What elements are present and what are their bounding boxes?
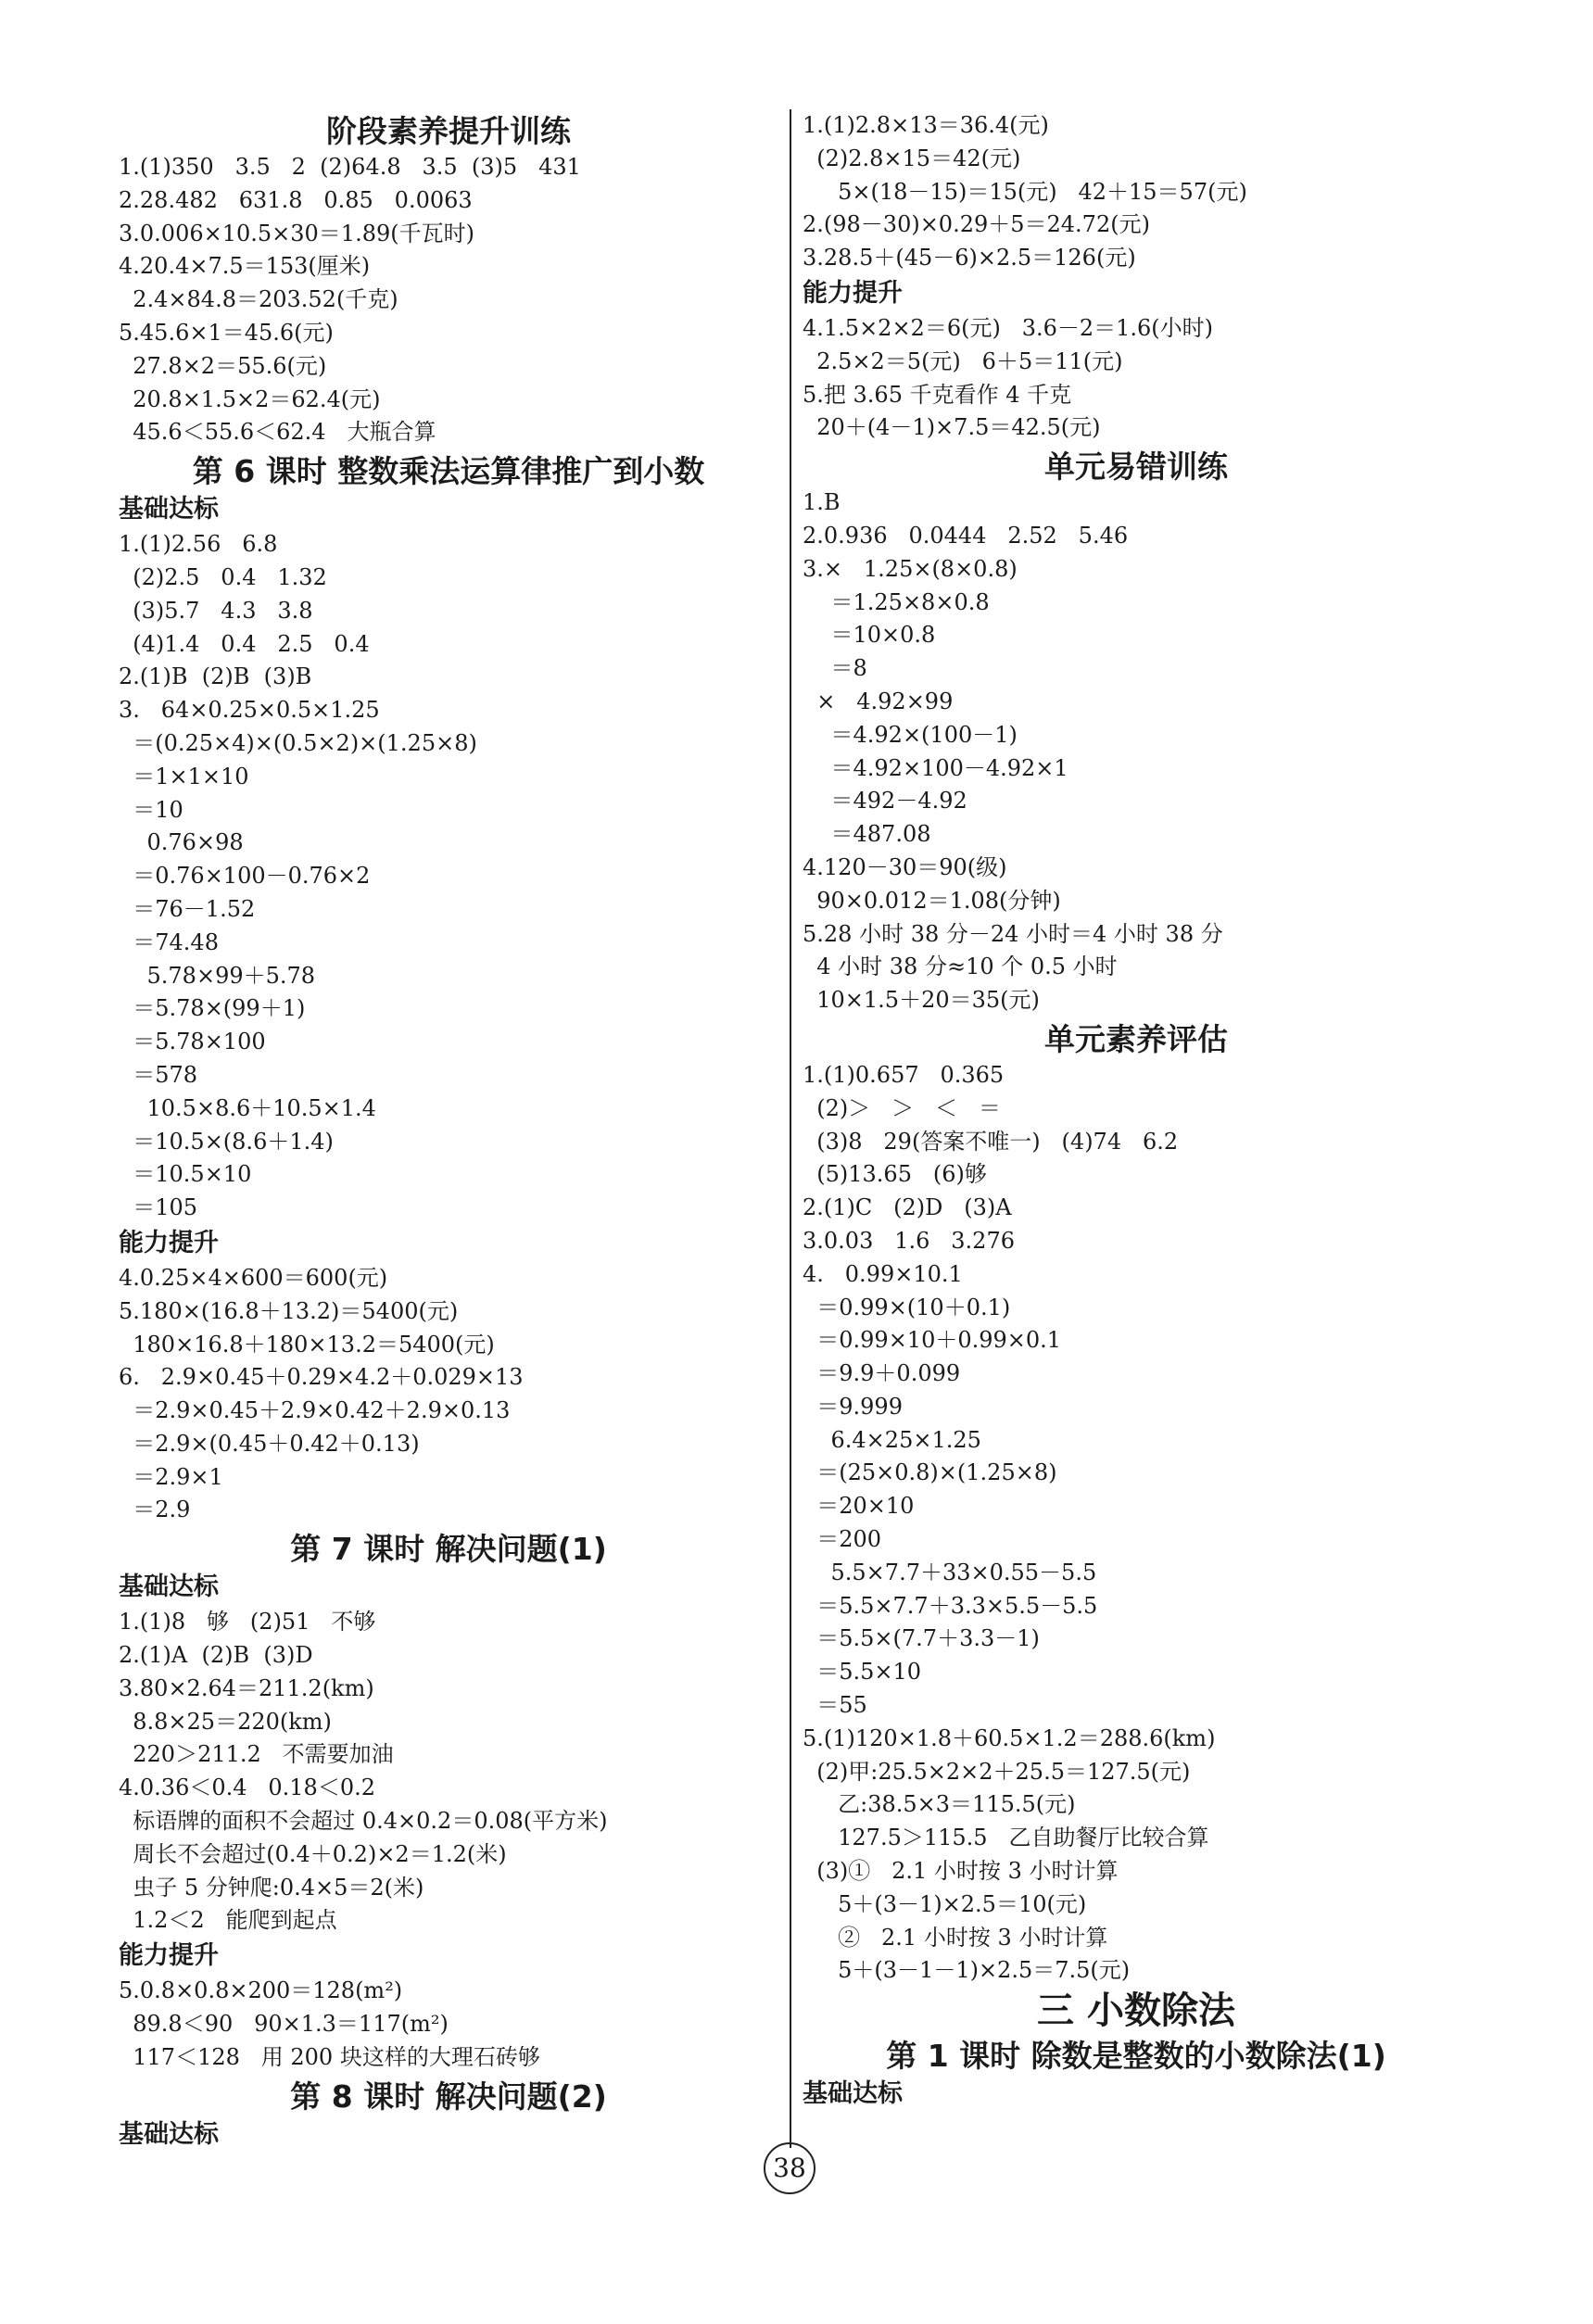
answer-line: ＝0.76×100－0.76×2 <box>119 863 371 890</box>
answer-line: ＝76－1.52 <box>119 895 256 922</box>
answer-line: ＝5.78×100 <box>119 1029 266 1055</box>
answer-line: ＝2.9 <box>119 1497 191 1523</box>
answer-line: 3.0.03 1.6 3.276 <box>803 1227 1015 1254</box>
left-column <box>119 109 778 2153</box>
answer-line: 127.5＞115.5 乙自助餐厅比较合算 <box>803 1825 1209 1851</box>
answer-line: ＝4.92×(100－1) <box>803 721 1018 748</box>
answer-line: 3. 64×0.25×0.5×1.25 <box>119 697 380 724</box>
answer-line: 10×1.5＋20＝35(元) <box>803 987 1040 1014</box>
chapter-heading: 三 小数除法 <box>1037 1989 1235 2033</box>
answer-line: 1.(1)2.8×13＝36.4(元) <box>803 112 1049 138</box>
section-heading: 第 6 课时 整数乘法运算律推广到小数 <box>192 453 705 490</box>
section-heading: 单元素养评估 <box>1044 1020 1228 1057</box>
answer-line: 5.180×(16.8＋13.2)＝5400(元) <box>119 1297 459 1324</box>
answer-line: 45.6＜55.6＜62.4 大瓶合算 <box>119 419 436 446</box>
answer-line: ② 2.1 小时按 3 小时计算 <box>803 1924 1108 1951</box>
answer-line: 2.(1)A (2)B (3)D <box>119 1642 313 1669</box>
section-heading: 单元易错训练 <box>1044 448 1228 486</box>
answer-line: × 4.92×99 <box>803 688 954 714</box>
answer-line: 2.(98－30)×0.29＋5＝24.72(元) <box>803 211 1150 238</box>
answer-line: 5.45.6×1＝45.6(元) <box>119 319 334 346</box>
answer-line: 220＞211.2 不需要加油 <box>119 1741 394 1768</box>
section-heading: 第 8 课时 解决问题(2) <box>290 2078 607 2115</box>
right-column <box>803 109 1470 2113</box>
answer-line: (4)1.4 0.4 2.5 0.4 <box>119 630 370 657</box>
page-number: 38 <box>764 2142 815 2194</box>
answer-line: 5＋(3－1)×2.5＝10(元) <box>803 1890 1087 1917</box>
answer-line: 5.把 3.65 千克看作 4 千克 <box>803 381 1072 408</box>
answer-line: 1.(1)2.56 6.8 <box>119 531 278 558</box>
answer-line: ＝1×1×10 <box>119 763 249 789</box>
answer-line: ＝487.08 <box>803 821 931 848</box>
answer-line: 标语牌的面积不会超过 0.4×0.2＝0.08(平方米) <box>119 1808 608 1835</box>
section-heading: 第 7 课时 解决问题(1) <box>290 1531 607 1568</box>
answer-line: (2)2.8×15＝42(元) <box>803 145 1021 171</box>
answer-line: ＝0.99×(10＋0.1) <box>803 1294 1011 1320</box>
answer-line: ＝5.78×(99＋1) <box>119 995 306 1022</box>
answer-line: 虫子 5 分钟爬:0.4×5＝2(米) <box>119 1874 424 1901</box>
answer-line: 3.× 1.25×(8×0.8) <box>803 555 1018 582</box>
answer-line: 5.0.8×0.8×200＝128(m²) <box>119 1977 403 2004</box>
answer-line: 180×16.8＋180×13.2＝5400(元) <box>119 1331 495 1358</box>
section-heading: 第 1 课时 除数是整数的小数除法(1) <box>886 2038 1386 2075</box>
subsection-label: 能力提升 <box>803 278 903 308</box>
answer-line: ＝10 <box>119 796 183 823</box>
answer-line: ＝5.5×(7.7＋3.3－1) <box>803 1625 1040 1652</box>
answer-line: 6. 2.9×0.45＋0.29×4.2＋0.029×13 <box>119 1364 524 1391</box>
answer-line: (5)13.65 (6)够 <box>803 1161 987 1188</box>
answer-line: 3.80×2.64＝211.2(km) <box>119 1674 374 1701</box>
answer-line: 2.4×84.8＝203.52(千克) <box>119 286 398 313</box>
answer-line: 117＜128 用 200 块这样的大理石砖够 <box>119 2043 540 2070</box>
answer-line: 3.0.006×10.5×30＝1.89(千瓦时) <box>119 220 474 246</box>
answer-line: 周长不会超过(0.4＋0.2)×2＝1.2(米) <box>119 1840 507 1867</box>
answer-line: 1.(1)0.657 0.365 <box>803 1061 1005 1088</box>
answer-line: ＝2.9×1 <box>119 1463 223 1490</box>
answer-line: 4.120－30＝90(级) <box>803 853 1007 880</box>
answer-line: (2)2.5 0.4 1.32 <box>119 563 327 590</box>
answer-line: 90×0.012＝1.08(分钟) <box>803 887 1061 914</box>
answer-line: ＝10.5×(8.6＋1.4) <box>119 1128 334 1155</box>
answer-line: 乙:38.5×3＝115.5(元) <box>803 1791 1076 1818</box>
answer-line: ＝4.92×100－4.92×1 <box>803 754 1068 781</box>
answer-line: ＝0.99×10＋0.99×0.1 <box>803 1327 1062 1354</box>
section-heading: 阶段素养提升训练 <box>326 113 571 149</box>
answer-line: ＝105 <box>119 1194 198 1221</box>
answer-line: (3)5.7 4.3 3.8 <box>119 597 313 624</box>
answer-line: 4.0.36＜0.4 0.18＜0.2 <box>119 1775 375 1801</box>
answer-line: ＝200 <box>803 1526 882 1553</box>
answer-line: 20.8×1.5×2＝62.4(元) <box>119 385 381 412</box>
answer-line: ＝9.999 <box>803 1393 903 1420</box>
answer-line: ＝(0.25×4)×(0.5×2)×(1.25×8) <box>119 729 477 756</box>
answer-line: 4 小时 38 分≈10 个 0.5 小时 <box>803 954 1118 980</box>
answer-line: 5×(18－15)＝15(元) 42＋15＝57(元) <box>803 178 1247 205</box>
subsection-label: 基础达标 <box>119 2119 219 2149</box>
answer-line: 0.76×98 <box>119 829 244 856</box>
answer-line: 1.(1)8 够 (2)51 不够 <box>119 1609 376 1636</box>
answer-line: ＝55 <box>803 1692 867 1719</box>
answer-line: (2)甲:25.5×2×2＋25.5＝127.5(元) <box>803 1758 1191 1785</box>
answer-line: ＝1.25×8×0.8 <box>803 588 990 615</box>
subsection-label: 基础达标 <box>119 495 219 524</box>
answer-line: 5.28 小时 38 分－24 小时＝4 小时 38 分 <box>803 920 1223 947</box>
answer-line: (2)＞ ＞ ＜ ＝ <box>803 1094 1001 1121</box>
answer-line: 4.0.25×4×600＝600(元) <box>119 1264 388 1291</box>
answer-line: 6.4×25×1.25 <box>803 1426 981 1453</box>
subsection-label: 基础达标 <box>803 2079 903 2109</box>
answer-line: ＝9.9＋0.099 <box>803 1360 961 1387</box>
subsection-label: 能力提升 <box>119 1941 219 1971</box>
answer-line: 4.20.4×7.5＝153(厘米) <box>119 253 371 280</box>
subsection-label: 基础达标 <box>119 1572 219 1602</box>
answer-line: 2.5×2＝5(元) 6＋5＝11(元) <box>803 347 1123 374</box>
answer-line: 1.B <box>803 489 841 516</box>
answer-line: ＝5.5×7.7＋3.3×5.5－5.5 <box>803 1592 1098 1619</box>
answer-line: ＝578 <box>119 1061 198 1088</box>
answer-line: 3.28.5＋(45－6)×2.5＝126(元) <box>803 245 1136 272</box>
answer-line: 10.5×8.6＋10.5×1.4 <box>119 1094 376 1121</box>
answer-line: 27.8×2＝55.6(元) <box>119 352 327 379</box>
answer-line: ＝10×0.8 <box>803 622 936 649</box>
answer-line: 8.8×25＝220(km) <box>119 1708 332 1735</box>
answer-line: ＝8 <box>803 655 867 682</box>
answer-line: 4. 0.99×10.1 <box>803 1260 963 1287</box>
answer-line: (3)① 2.1 小时按 3 小时计算 <box>803 1858 1119 1885</box>
answer-line: 5.78×99＋5.78 <box>119 962 316 989</box>
answer-line: 5.5×7.7＋33×0.55－5.5 <box>803 1559 1097 1585</box>
answer-line: 89.8＜90 90×1.3＝117(m²) <box>119 2011 449 2038</box>
answer-line: ＝10.5×10 <box>119 1161 252 1188</box>
answer-line: 5＋(3－1－1)×2.5＝7.5(元) <box>803 1957 1131 1984</box>
column-divider <box>790 109 791 2148</box>
answer-line: ＝492－4.92 <box>803 788 967 815</box>
answer-line: 2.(1)C (2)D (3)A <box>803 1194 1012 1221</box>
answer-line: ＝(25×0.8)×(1.25×8) <box>803 1459 1057 1486</box>
answer-line: 2.(1)B (2)B (3)B <box>119 663 312 690</box>
answer-line: 1.2＜2 能爬到起点 <box>119 1907 337 1934</box>
answer-line: 2.28.482 631.8 0.85 0.0063 <box>119 186 473 213</box>
answer-line: 2.0.936 0.0444 2.52 5.46 <box>803 522 1129 549</box>
answer-line: ＝2.9×(0.45＋0.42＋0.13) <box>119 1430 420 1457</box>
answer-line: 1.(1)350 3.5 2 (2)64.8 3.5 (3)5 431 <box>119 154 581 180</box>
answer-line: 4.1.5×2×2＝6(元) 3.6－2＝1.6(小时) <box>803 314 1214 341</box>
answer-line: (3)8 29(答案不唯一) (4)74 6.2 <box>803 1128 1179 1155</box>
answer-line: ＝2.9×0.45＋2.9×0.42＋2.9×0.13 <box>119 1397 511 1424</box>
answer-line: 5.(1)120×1.8＋60.5×1.2＝288.6(km) <box>803 1724 1216 1751</box>
subsection-label: 能力提升 <box>119 1228 219 1257</box>
answer-line: ＝20×10 <box>803 1493 915 1520</box>
answer-line: 20＋(4－1)×7.5＝42.5(元) <box>803 414 1101 441</box>
answer-line: ＝74.48 <box>119 928 219 955</box>
answer-line: ＝5.5×10 <box>803 1659 922 1686</box>
